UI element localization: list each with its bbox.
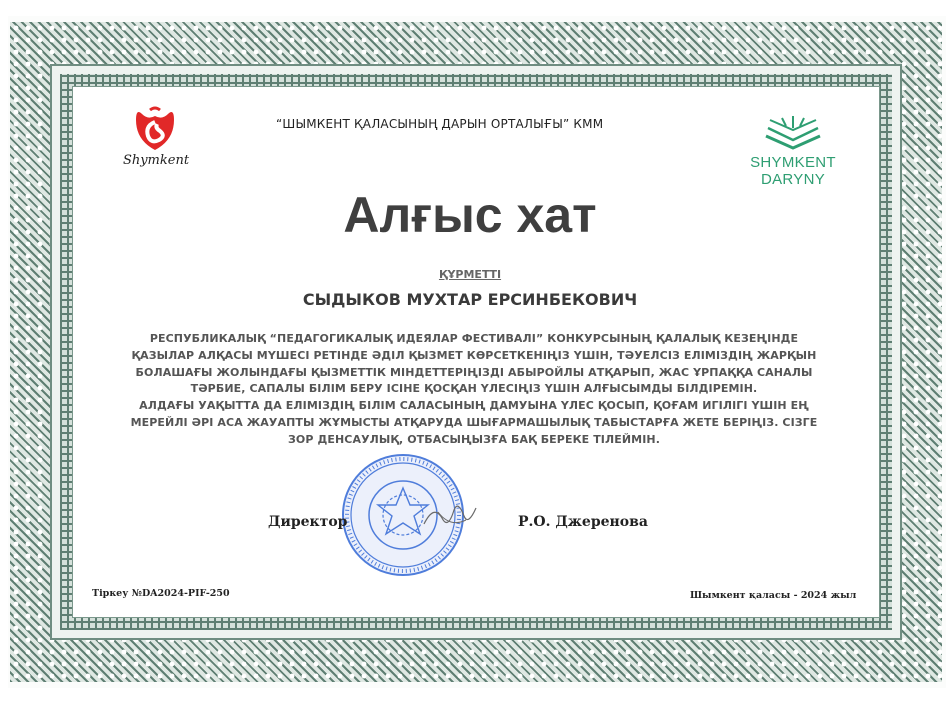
recipient-name: СЫДЫКОВ МУХТАР ЕРСИНБЕКОВИЧ xyxy=(302,290,638,309)
handwritten-signature-icon xyxy=(420,498,480,534)
shymkent-logo-text: Shymkent xyxy=(122,153,190,168)
certificate-body xyxy=(118,331,830,449)
honorific: ҚҰРМЕТТІ xyxy=(438,268,502,281)
organization-title: “ШЫМКЕНТ ҚАЛАСЫНЫҢ ДАРЫН ОРТАЛЫҒЫ” КММ xyxy=(276,117,604,131)
registration-number: Тіркеу №DA2024-PIF-250 xyxy=(92,588,230,599)
shymkent-daryny-logo-text: SHYMKENT DARYNY xyxy=(750,154,836,188)
shymkent-logo xyxy=(112,106,198,186)
signatory-title: Директор xyxy=(268,514,348,530)
signatory-name: Р.О. Джеренова xyxy=(518,514,648,530)
shymkent-daryny-logo xyxy=(718,116,868,188)
open-book-logo-icon xyxy=(764,116,822,150)
tulip-s-logo-icon xyxy=(112,106,198,156)
place-and-year: Шымкент қаласы - 2024 жыл xyxy=(690,590,857,601)
body-paragraph-1: РЕСПУБЛИКАЛЫҚ “ПЕДАГОГИКАЛЫҚ ИДЕЯЛАР ФЕСТИВАЛІ” КОНКУРСЫНЫҢ ҚАЛАЛЫҚ КЕЗЕҢІНДЕ ҚАЗЫЛАР АЛҚАСЫ МҮШЕСІ РЕТІНДЕ ӘДІЛ ҚЫЗМЕТ КӨРСЕТКЕНІҢІЗ ҮШІН, ТӘУЕЛСІЗ ЕЛІМІЗДІҢ ЖАРҚЫН БОЛАШАҒЫ ЖОЛЫНДАҒЫ ҚЫЗМЕТТІК МІНДЕТТЕРІҢІЗДІ АБЫРОЙЛЫ АТҚАРЫП, ЖАС ҰРПАҚҚА САНАЛЫ ТӘРБИЕ, САПАЛЫ БІЛІМ БЕРУ ІСІНЕ ҚОСҚАН ҮЛЕСІҢІЗ ҮШІН АЛҒЫСЫМДЫ БІЛДІРЕМІН. xyxy=(131,332,817,396)
certificate-title: Алғыс хат xyxy=(343,187,597,243)
body-paragraph-2: АЛДАҒЫ УАҚЫТТА ДА ЕЛІМІЗДІҢ БІЛІМ САЛАСЫНЫҢ ДАМУЫНА ҮЛЕС ҚОСЫП, ҚОҒАМ ИГІЛІГІ ҮШІН ЕҢ МЕРЕЙЛІ ӘРІ АСА ЖАУАПТЫ ЖҰМЫСТЫ АТҚАРУДА ШЫҒАРМАШЫЛЫҚ ТАБЫСТАРҒА ЖЕТЕ БЕРІҢІЗ. СІЗГЕ ЗОР ДЕНСАУЛЫҚ, ОТБАСЫҢЫЗҒА БАҚ БЕРЕКЕ ТІЛЕЙМІН. xyxy=(130,399,818,446)
